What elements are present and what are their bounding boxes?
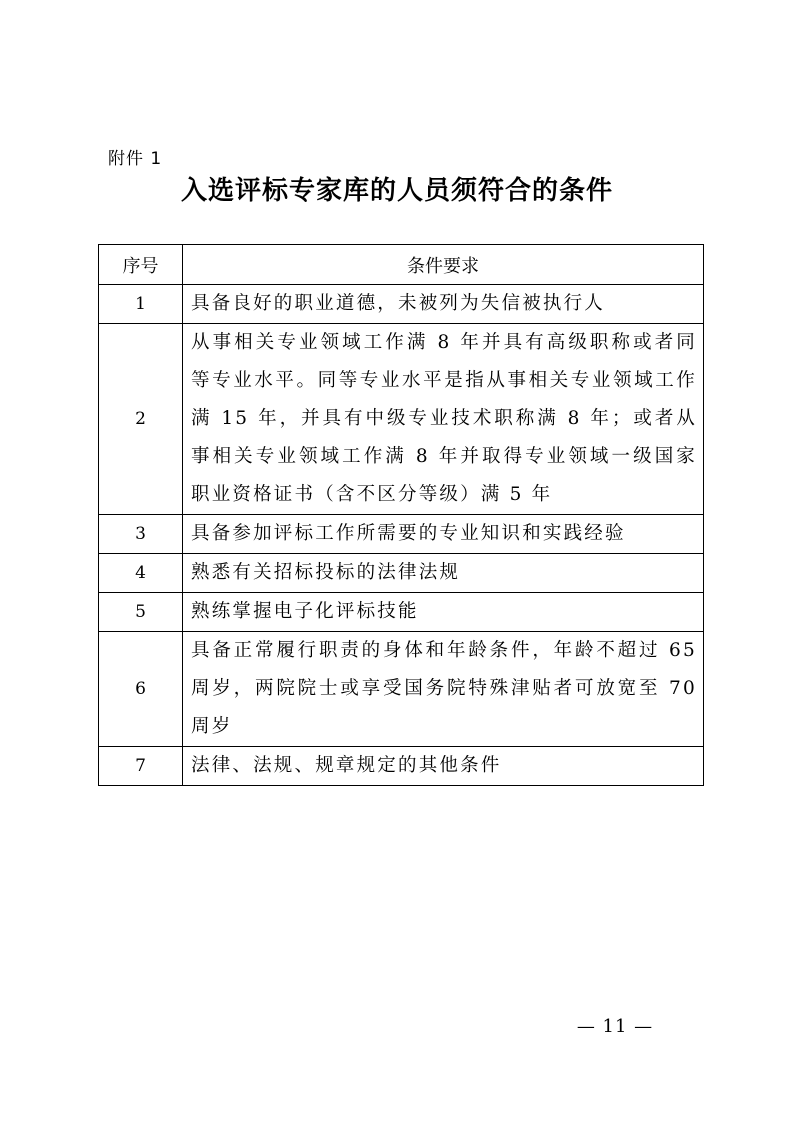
row-requirement: 熟悉有关招标投标的法律法规: [183, 554, 704, 593]
table-row: [99, 285, 704, 324]
row-number: 7: [99, 747, 183, 786]
row-requirement: 具备正常履行职责的身体和年龄条件，年龄不超过 65 周岁，两院院士或享受国务院特殊津贴者可放宽至 70 周岁: [183, 632, 704, 747]
header-serial-number: 序号: [99, 245, 183, 285]
table-row: [99, 593, 704, 632]
row-number: 1: [99, 285, 183, 324]
table-row: [99, 515, 704, 554]
row-requirement: 熟练掌握电子化评标技能: [183, 593, 704, 632]
row-number: 3: [99, 515, 183, 554]
table-row: [99, 554, 704, 593]
row-requirement: 法律、法规、规章规定的其他条件: [183, 747, 704, 786]
document-title: 入选评标专家库的人员须符合的条件: [180, 176, 613, 206]
table-row: [99, 747, 704, 786]
row-requirement: 从事相关专业领域工作满 8 年并具有高级职称或者同等专业水平。同等专业水平是指从事相关专业领域工作满 15 年，并具有中级专业技术职称满 8 年；或者从事相关专业领域工作满 8 年并取得专业领域一级国家职业资格证书（含不区分等级）满 5 年: [183, 324, 704, 515]
attachment-label: 附件 1: [108, 149, 163, 169]
row-requirement: 具备参加评标工作所需要的专业知识和实践经验: [183, 515, 704, 554]
header-requirements: 条件要求: [183, 245, 704, 285]
row-requirement: 具备良好的职业道德，未被列为失信被执行人: [183, 285, 704, 324]
table-header-row: [99, 245, 704, 285]
table-row: [99, 632, 704, 747]
table-row: [99, 324, 704, 515]
row-number: 6: [99, 632, 183, 747]
row-number: 5: [99, 593, 183, 632]
page-number: — 11 —: [576, 1016, 654, 1037]
row-number: 2: [99, 324, 183, 515]
conditions-table: [98, 244, 704, 786]
row-number: 4: [99, 554, 183, 593]
